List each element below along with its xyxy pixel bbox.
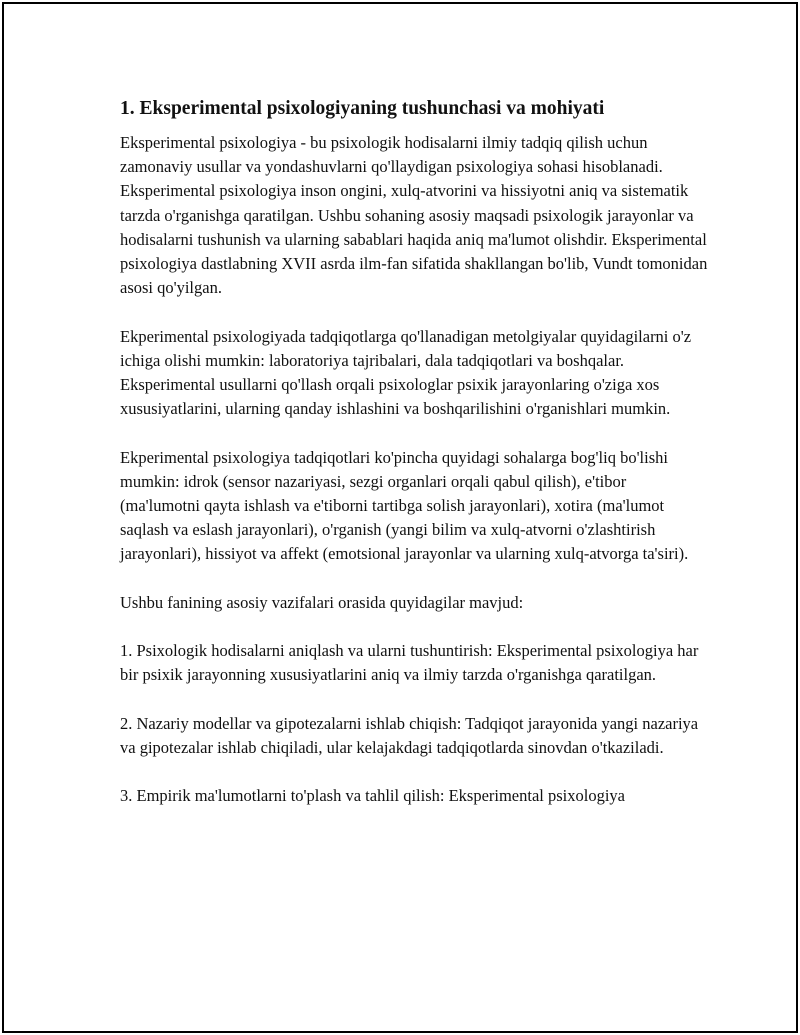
paragraph-methodologies: Ekperimental psixologiyada tadqiqotlarga qo'llanadigan metolgiyalar quyidagilarni o'z ichiga olishi mumkin: laboratoriya tajribalari, dala tadqiqotlari va boshqalar. Eksperimental usullarni qo'llash orqali psixologlar psixik jarayonlaring o'ziga xos xususiyatlarini, ularning qanday ishlashini va boshqarilishini o'rganishlari mumkin.	[120, 326, 692, 419]
paragraph-tasks-intro: Ushbu fanining asosiy vazifalari orasida quyidagilar mavjud:	[120, 592, 524, 612]
list-item-task-2: 2. Nazariy modellar va gipotezalarni ishlab chiqish: Tadqiqot jarayonida yangi nazariya va gipotezalar ishlab chiqiladi, ular kelajakdagi tadqiqotlarda sinovdan o'tkaziladi.	[120, 713, 699, 757]
list-item-task-3: 3. Empirik ma'lumotlarni to'plash va tahlil qilish: Eksperimental psixologiya	[120, 786, 625, 806]
document-page	[2, 2, 798, 1033]
list-item-task-1: 1. Psixologik hodisalarni aniqlash va ularni tushuntirish: Eksperimental psixologiya har bir psixik jarayonning xususiyatlarini aniq va ilmiy tarzda o'rganishga qaratilgan.	[120, 641, 699, 685]
section-heading: 1. Eksperimental psixologiyaning tushunchasi va mohiyati	[120, 98, 605, 119]
paragraph-definition: Eksperimental psixologiya - bu psixologik hodisalarni ilmiy tadqiq qilish uchun zamonaviy usullar va yondashuvlarni qo'llaydigan psixologiya sohasi hisoblanadi. Eksperimental psixologiya inson ongini, xulq-atvorini va hissiyotni aniq va sistematik tarzda o'rganishga qaratilgan. Ushbu sohaning asosiy maqsadi psixologik jarayonlar va hodisalarni tushunish va ularning sabablari haqida aniq ma'lumot olishdir. Eksperimental psixologiya dastlabning XVII asrda ilm-fan sifatida shakllangan bo'lib, Vundt tomonidan asosi qo'yilgan.	[120, 133, 708, 298]
document-body	[120, 96, 710, 833]
paragraph-research-areas: Ekperimental psixologiya tadqiqotlari ko'pincha quyidagi sohalarga bog'liq bo'lishi mumkin: idrok (sensor nazariyasi, sezgi organlari orqali qabul qilish), e'tibor (ma'lumotni qayta ishlash va e'tiborni tartibga solish jarayonlari), xotira (ma'lumot saqlash va eslash jarayonlari), o'rganish (yangi bilim va xulq-atvorni o'zlashtirish jarayonlari), hissiyot va affekt (emotsional jarayonlar va ularning xulq-atvorga ta'siri).	[120, 447, 689, 564]
